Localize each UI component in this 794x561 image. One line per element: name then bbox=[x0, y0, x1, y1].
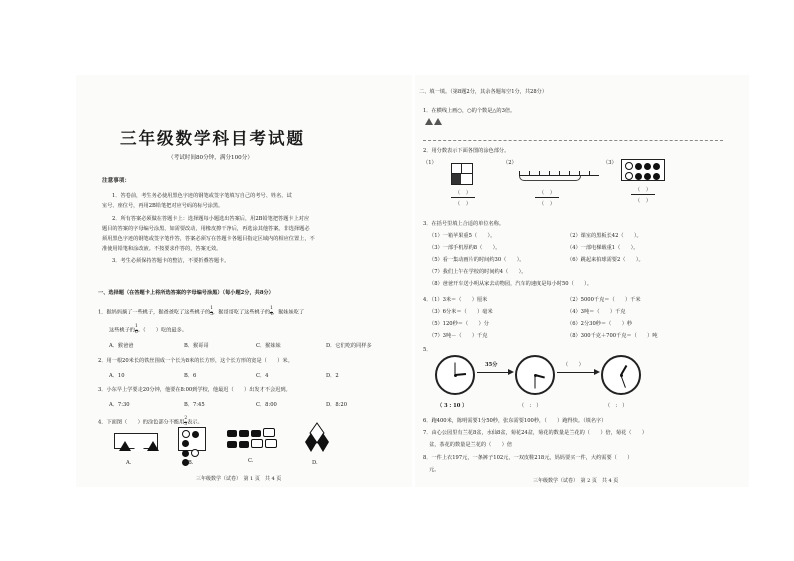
triangle-icon bbox=[133, 441, 145, 451]
circle-icon bbox=[192, 431, 199, 438]
q2-option-a[interactable]: A．10 bbox=[109, 373, 125, 379]
arrow-label: 35分 bbox=[485, 362, 498, 368]
clock-icon bbox=[435, 355, 475, 395]
circle-icon bbox=[625, 172, 633, 180]
q2-label-1: （1） bbox=[423, 160, 437, 166]
circle-icon bbox=[653, 163, 660, 170]
arrow-right-icon bbox=[508, 369, 514, 375]
unit-item: （4）一部电梯载重1（ ）。 bbox=[567, 245, 639, 251]
q2-label-2: （2） bbox=[503, 160, 517, 166]
q1-option-c[interactable]: C．猴妹妹 bbox=[256, 343, 281, 349]
figure-label-b[interactable]: B. bbox=[188, 460, 194, 466]
unit-item: （5）看一集动画片的时间约30（ ）。 bbox=[429, 257, 525, 263]
unit-item: （7）我们上午在学校的时间约4（ ）。 bbox=[429, 269, 527, 275]
fill-question-7-line2: 盆，茶花的数量是兰花的（ ）倍 bbox=[429, 442, 513, 448]
conversion-item: 4．（1）3米＝（ ）厘米 bbox=[423, 297, 488, 303]
clock-icon bbox=[515, 355, 555, 395]
conversion-item: （7）3吨－（ ）千克 bbox=[429, 333, 488, 339]
figure-a-triangles bbox=[114, 433, 158, 449]
conversion-item: （2）5000千克＝（ ）千米 bbox=[567, 297, 641, 303]
notice-line: 2．所有答案必须做在答题卡上：选择题每小题选出答案后，用2B铅笔把答题卡上对应 bbox=[112, 216, 310, 222]
q1-option-d[interactable]: D．它们吃的同样多 bbox=[326, 343, 372, 349]
clock-caption-2[interactable]: （ : ） bbox=[519, 403, 542, 409]
page-title: 三年级数学科目考试题 bbox=[120, 129, 305, 148]
fraction-answer-2[interactable]: （ ） （ ） bbox=[535, 188, 559, 207]
q3-option-a[interactable]: A．7:30 bbox=[109, 402, 130, 408]
answer-line[interactable] bbox=[423, 140, 723, 141]
circles-box-figure bbox=[621, 159, 665, 181]
figure-c-rectangles bbox=[226, 427, 282, 449]
question-4: 4．下面图（ ）的涂色部分不能用 $\frac{2}{3}$ 表示。 bbox=[98, 416, 203, 427]
circle-icon bbox=[182, 440, 189, 447]
q2-option-c[interactable]: C．4 bbox=[256, 373, 269, 379]
section-fill-title: 二、填一填。（第8题2分，其余各题每空1分，共28分） bbox=[419, 89, 548, 95]
figure-d-diamonds bbox=[304, 422, 330, 454]
fill-question-5: 5． bbox=[423, 347, 432, 353]
fill-question-7: 7．由心公园里有兰花8盆，水仙8盆，菊花24盆，菊花的数量是兰花的（ ）倍，菊花（ ） bbox=[423, 430, 648, 436]
fraction-answer-3[interactable]: （ ） （ ） bbox=[631, 185, 655, 204]
section-choice-title: 一、选择题（在答题卡上将所选答案的字母编号涂黑）（每小题2分，共8分） bbox=[98, 290, 274, 296]
fill-question-1: 1．在横线上画○，○的个数是△的3倍。 bbox=[423, 108, 516, 114]
figure-b-circles bbox=[178, 427, 206, 451]
circle-icon bbox=[635, 173, 642, 180]
unit-item: （3）一部手机厚约8（ ）。 bbox=[429, 245, 501, 251]
q1-option-a[interactable]: A．猴爸爸 bbox=[109, 343, 134, 349]
notice-line: 3．考生必须保持答题卡的整洁，不要折叠答题卡。 bbox=[112, 258, 230, 264]
figure-label-d[interactable]: D. bbox=[312, 460, 318, 466]
q3-option-d[interactable]: D．8:20 bbox=[326, 402, 347, 408]
notice-line: 准使用铅笔和涂改液。不按要求作答的，答案无效。 bbox=[102, 246, 222, 252]
notice-line: 1．答卷前，考生务必使用黑色字迹的钢笔或签字笔填写自己的考号、姓名、试 bbox=[112, 193, 292, 199]
question-2: 2．用一根20米长的铁丝围成一个长为8米的长方形，这个长方形的宽是（ ）米。 bbox=[98, 358, 293, 364]
conversion-item: （3）6分米＝（ ）毫米 bbox=[429, 309, 493, 315]
fill-question-8-line2: 元。 bbox=[429, 467, 440, 473]
circle-icon bbox=[625, 162, 633, 170]
exam-page-right bbox=[415, 75, 749, 487]
q2-label-3: （3） bbox=[603, 160, 617, 166]
arrow-line bbox=[477, 372, 511, 373]
unit-item: （1）一箱苹果重5（ ）。 bbox=[429, 233, 496, 239]
notice-line: 须用黑色字迹的钢笔或签字笔作答，答案必须写在答题卡各题目指定区域内的相应位置上，不 bbox=[102, 236, 315, 242]
circle-icon bbox=[182, 430, 190, 438]
question-3: 3．小东早上学要走20分钟，他要在8:00到学校，他最迟（ ）出发才不会迟到。 bbox=[98, 387, 291, 393]
conversion-item: （6）2分30秒＝（ ）秒 bbox=[567, 321, 633, 327]
conversion-item: （8）300千克＋700千克＝（ ）吨 bbox=[567, 333, 658, 339]
circle-icon bbox=[644, 163, 651, 170]
fraction-answer-1[interactable]: （ ） （ ） bbox=[451, 188, 475, 207]
segment-figure bbox=[519, 165, 599, 176]
circle-icon bbox=[182, 450, 189, 457]
question-1-line2: 这些桃子的 $\frac{1}{6}$ 。（ ）吃的最多。 bbox=[109, 324, 188, 335]
unit-item: （6）跳起来拍球需要2（ ）。 bbox=[567, 257, 644, 263]
circle-icon bbox=[653, 173, 660, 180]
clock-icon bbox=[601, 355, 641, 395]
circle-icon bbox=[635, 163, 642, 170]
q2-option-d[interactable]: D．2 bbox=[326, 373, 339, 379]
page-footer: 三年级数学（试卷） 第 2 页 共 4 页 bbox=[533, 478, 619, 484]
unit-item: （8）爸爸开车送小明从家去动物园，汽车的速度是每小时50（ ）。 bbox=[429, 281, 592, 287]
fill-question-6: 6．跑400米，陈明需要1分50秒，张东需要100秒，（ ）跑得快。（填名字） bbox=[423, 418, 607, 424]
clock-caption-3[interactable]: （ : ） bbox=[605, 403, 628, 409]
notice-line: 室号、座位号，再用2B铅笔把对应号码的标号涂黑。 bbox=[102, 203, 224, 209]
triangle-icon bbox=[434, 118, 442, 125]
fill-question-3: 3．在括号里填上合适的单位名称。 bbox=[423, 221, 505, 227]
clock-caption-1: （ 3 : 10 ） bbox=[437, 403, 468, 409]
exam-page-left bbox=[76, 75, 412, 487]
brace-icon bbox=[519, 176, 581, 181]
arrow-right-icon bbox=[594, 369, 600, 375]
exam-subtitle: （考试时间80分钟，满分100分） bbox=[168, 155, 253, 161]
q3-option-b[interactable]: B．7:45 bbox=[184, 402, 205, 408]
notice-line: 题目的答案的字母编号涂黑，如需要改动，用橡皮擦干净后，再选涂其他答案。非选择题必 bbox=[102, 226, 310, 232]
notice-title: 注意事项： bbox=[102, 178, 130, 184]
page-footer: 三年级数学（试卷） 第 1 页 共 4 页 bbox=[196, 476, 282, 482]
arrow-line bbox=[557, 372, 597, 373]
figure-label-c[interactable]: C. bbox=[248, 458, 254, 464]
unit-item: （2）课室的黑板长42（ ）。 bbox=[567, 233, 642, 239]
circle-icon bbox=[644, 173, 651, 180]
q2-option-b[interactable]: B．6 bbox=[184, 373, 197, 379]
triangle-icon bbox=[119, 441, 131, 451]
figure-label-a[interactable]: A. bbox=[126, 460, 132, 466]
fill-question-2: 2．用分数表示下面各图的涂色部分。 bbox=[423, 148, 510, 154]
triangle-icon bbox=[425, 118, 433, 125]
shaded-square-figure bbox=[451, 163, 473, 185]
arrow-time-blank[interactable]: （ ） bbox=[563, 362, 584, 368]
q3-option-c[interactable]: C．8:00 bbox=[256, 402, 277, 408]
triangle-icon bbox=[147, 441, 159, 451]
triangles-given bbox=[425, 118, 442, 125]
q1-option-b[interactable]: B．猴哥哥 bbox=[184, 343, 209, 349]
circle-icon bbox=[191, 449, 199, 457]
conversion-item: （4）3吨＝（ ）千克 bbox=[567, 309, 626, 315]
conversion-item: （5）120秒＝（ ）分 bbox=[429, 321, 489, 327]
fill-question-8: 8．一件上衣197元，一条裤子102元，一双皮鞋218元，妈妈要买一件，大约需要（ ） bbox=[423, 455, 633, 461]
question-1: 1．猴妈妈摘了一些桃子，猴爸爸吃了这些桃子的 $\frac{1}{5}$ ，猴哥哥吃了这些桃子的 $\frac{1}{4}$ ，猴妹妹吃了 bbox=[98, 306, 305, 317]
